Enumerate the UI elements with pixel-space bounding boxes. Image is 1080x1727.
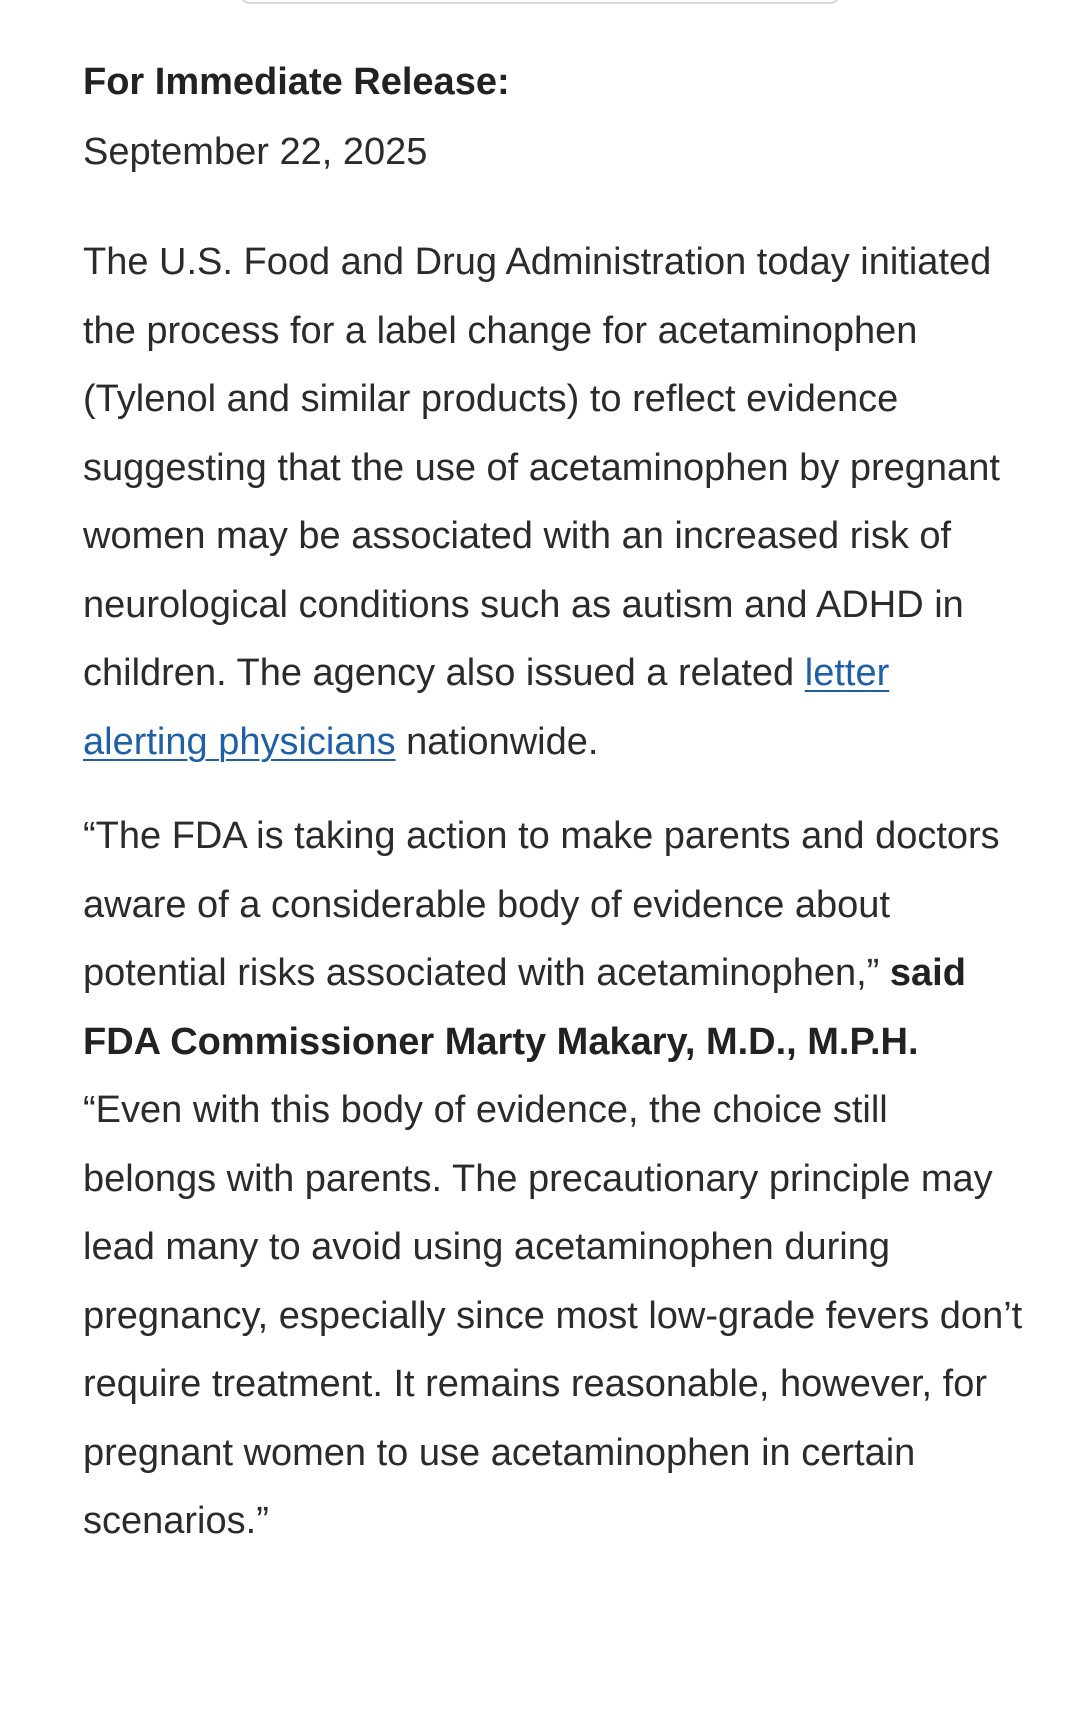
- release-label: For Immediate Release:: [83, 61, 510, 103]
- bottom-right-fade: [860, 1667, 1080, 1727]
- commissioner-attribution: said FDA Commissioner Marty Makary, M.D., M.P.H.: [83, 952, 966, 1063]
- paragraph-1-text-start: The U.S. Food and Drug Administration today initiated the process for a label change for acetaminophen (Tylenol and similar products) to reflect evidence suggesting that the use of acetaminophen by pregnant women may be associated with an increased risk of neurological conditions such as autism and ADHD in children. The agency also issued a related: [83, 241, 1000, 694]
- top-search-bar-edge: [240, 0, 840, 4]
- paragraph-2-quote-start: “The FDA is taking action to make parents and doctors aware of a considerable body of evidence about potential risks associated with acetaminophen,”: [83, 815, 1000, 994]
- paragraph-2: [83, 802, 1023, 1556]
- release-date: September 22, 2025: [83, 131, 428, 173]
- letter-alerting-physicians-link[interactable]: letter alerting physicians: [83, 652, 890, 763]
- paragraph-1-text-end: nationwide.: [395, 720, 599, 763]
- press-release-article: [83, 52, 1023, 1556]
- paragraph-1: [83, 228, 1023, 776]
- paragraph-2-quote-end: “Even with this body of evidence, the choice still belongs with parents. The precautionary principle may lead many to avoid using acetaminophen during pregnancy, especially since most low-grade fevers don’t require treatment. It remains reasonable, however, for pregnant women to use acetaminophen in certain scenarios.”: [83, 1089, 1023, 1542]
